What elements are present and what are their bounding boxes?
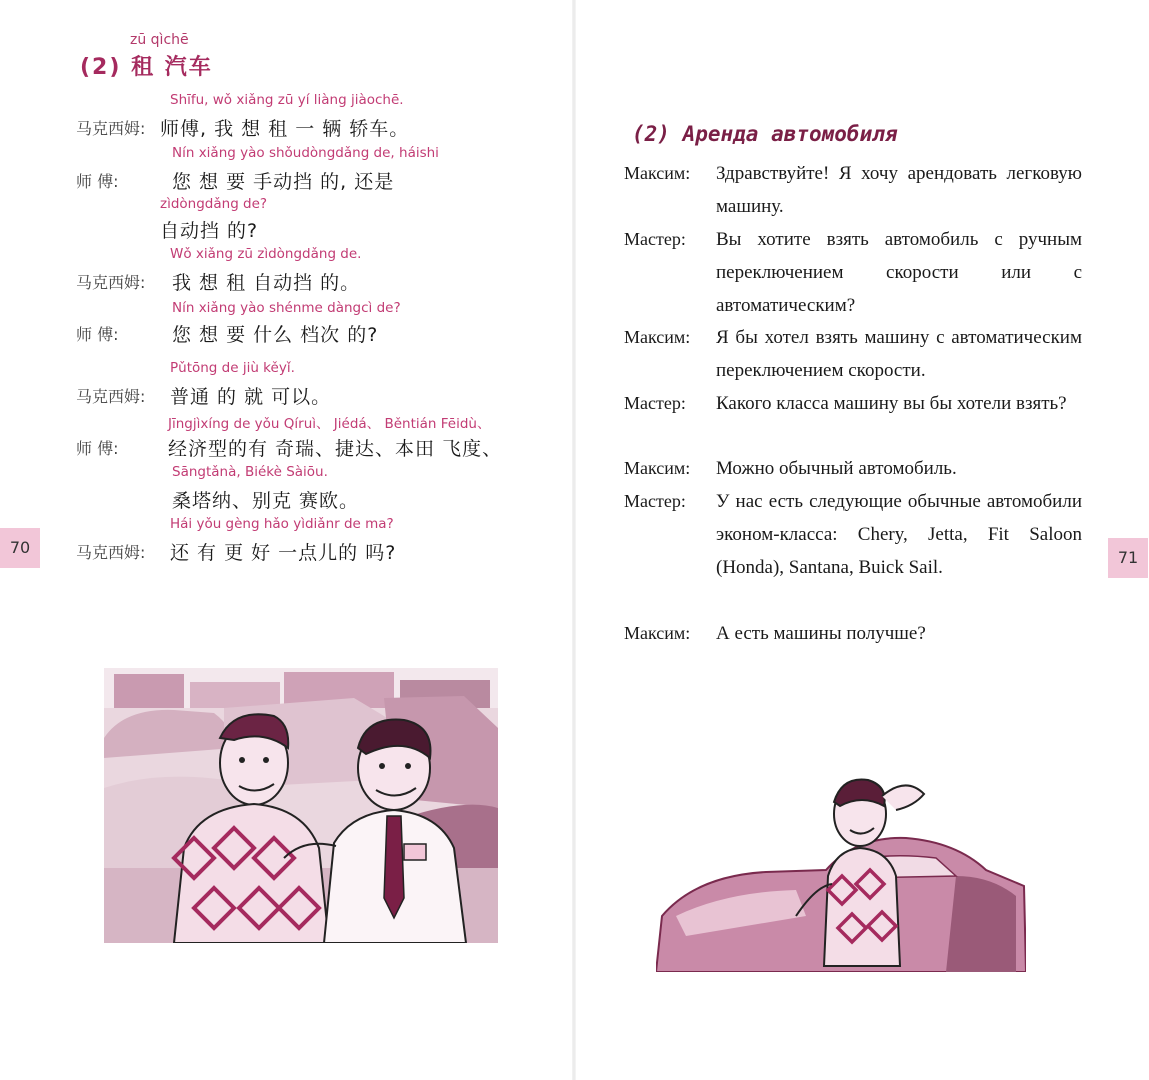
pinyin-text: Hái yǒu gèng hǎo yìdiǎnr de ma? bbox=[170, 516, 394, 532]
right-page bbox=[574, 0, 1149, 1080]
hanzi-text: 普通 的 就 可以。 bbox=[170, 386, 332, 408]
pinyin-text: Sāngtǎnà, Biékè Sàiōu. bbox=[172, 464, 328, 480]
speaker-label: Максим: bbox=[624, 623, 691, 643]
hanzi-text: 经济型的有 奇瑞、捷达、本田 飞度、 bbox=[168, 438, 503, 460]
dialogue-text: Вы хотите взять автомобиль с ручным переключением скорости или с автоматическим? bbox=[716, 229, 1082, 316]
speaker-label: Максим: bbox=[624, 458, 691, 478]
title-pinyin: zū qìchē bbox=[130, 32, 189, 48]
pinyin-text: Shīfu, wǒ xiǎng zū yí liàng jiàochē. bbox=[170, 92, 404, 108]
dialogue-text: Можно обычный автомобиль. bbox=[716, 458, 957, 479]
pinyin-text: Wǒ xiǎng zū zìdòngdǎng de. bbox=[170, 246, 362, 262]
page-title-chinese: (2) 租 汽车 bbox=[80, 55, 213, 80]
speaker-label: Максим: bbox=[624, 327, 691, 347]
speaker-label: 马克西姆: bbox=[76, 273, 146, 292]
hanzi-text: 自动挡 的? bbox=[160, 220, 259, 242]
page-number: 71 bbox=[1108, 538, 1148, 578]
hanzi-text: 桑塔纳、别克 赛欧。 bbox=[172, 490, 360, 512]
dialogue-text: Какого класса машину вы бы хотели взять? bbox=[716, 393, 1067, 414]
hanzi-text: 还 有 更 好 一点儿的 吗? bbox=[170, 542, 397, 564]
speaker-label: Максим: bbox=[624, 163, 691, 183]
speaker-label: 马克西姆: bbox=[76, 119, 146, 138]
car-dealer-conversation-illustration bbox=[104, 668, 498, 943]
hanzi-text: 师傅, 我 想 租 一 辆 轿车。 bbox=[160, 118, 410, 140]
page-number: 70 bbox=[0, 528, 40, 568]
pinyin-text: Jīngjìxíng de yǒu Qíruì、 Jiédá、 Běntián Fēidù、 bbox=[168, 416, 491, 432]
speaker-label: 师 傅: bbox=[76, 172, 119, 191]
speaker-label: 马克西姆: bbox=[76, 543, 146, 562]
speaker-label: Мастер: bbox=[624, 491, 686, 511]
hanzi-text: 您 想 要 什么 档次 的? bbox=[172, 324, 379, 346]
dialogue-text: Я бы хотел взять машину с автоматическим переключением скорости. bbox=[716, 327, 1082, 381]
hanzi-text: 您 想 要 手动挡 的, 还是 bbox=[172, 171, 395, 193]
dialogue-text: У нас есть следующие обычные автомобили эконом-класса: Chery, Jetta, Fit Saloon (Honda), Santana, Buick Sail. bbox=[716, 491, 1082, 578]
pinyin-text: zìdòngdǎng de? bbox=[160, 196, 268, 212]
speaker-label: 马克西姆: bbox=[76, 387, 146, 406]
hanzi-text: 我 想 租 自动挡 的。 bbox=[172, 272, 361, 294]
pinyin-text: Nín xiǎng yào shǒudòngdǎng de, háishi bbox=[172, 145, 439, 161]
dialogue-text: Здравствуйте! Я хочу арендовать легковую машину. bbox=[716, 163, 1082, 217]
pinyin-text: Pǔtōng de jiù kěyǐ. bbox=[170, 360, 295, 376]
man-leaning-on-car-illustration bbox=[656, 766, 1026, 972]
speaker-label: 师 傅: bbox=[76, 325, 119, 344]
page-title-russian: (2) Аренда автомобиля bbox=[632, 122, 898, 146]
dialogue-text: А есть машины получше? bbox=[716, 623, 926, 644]
speaker-label: Мастер: bbox=[624, 229, 686, 249]
speaker-label: 师 傅: bbox=[76, 439, 119, 458]
left-page bbox=[0, 0, 574, 1080]
pinyin-text: Nín xiǎng yào shénme dàngcì de? bbox=[172, 300, 401, 316]
speaker-label: Мастер: bbox=[624, 393, 686, 413]
